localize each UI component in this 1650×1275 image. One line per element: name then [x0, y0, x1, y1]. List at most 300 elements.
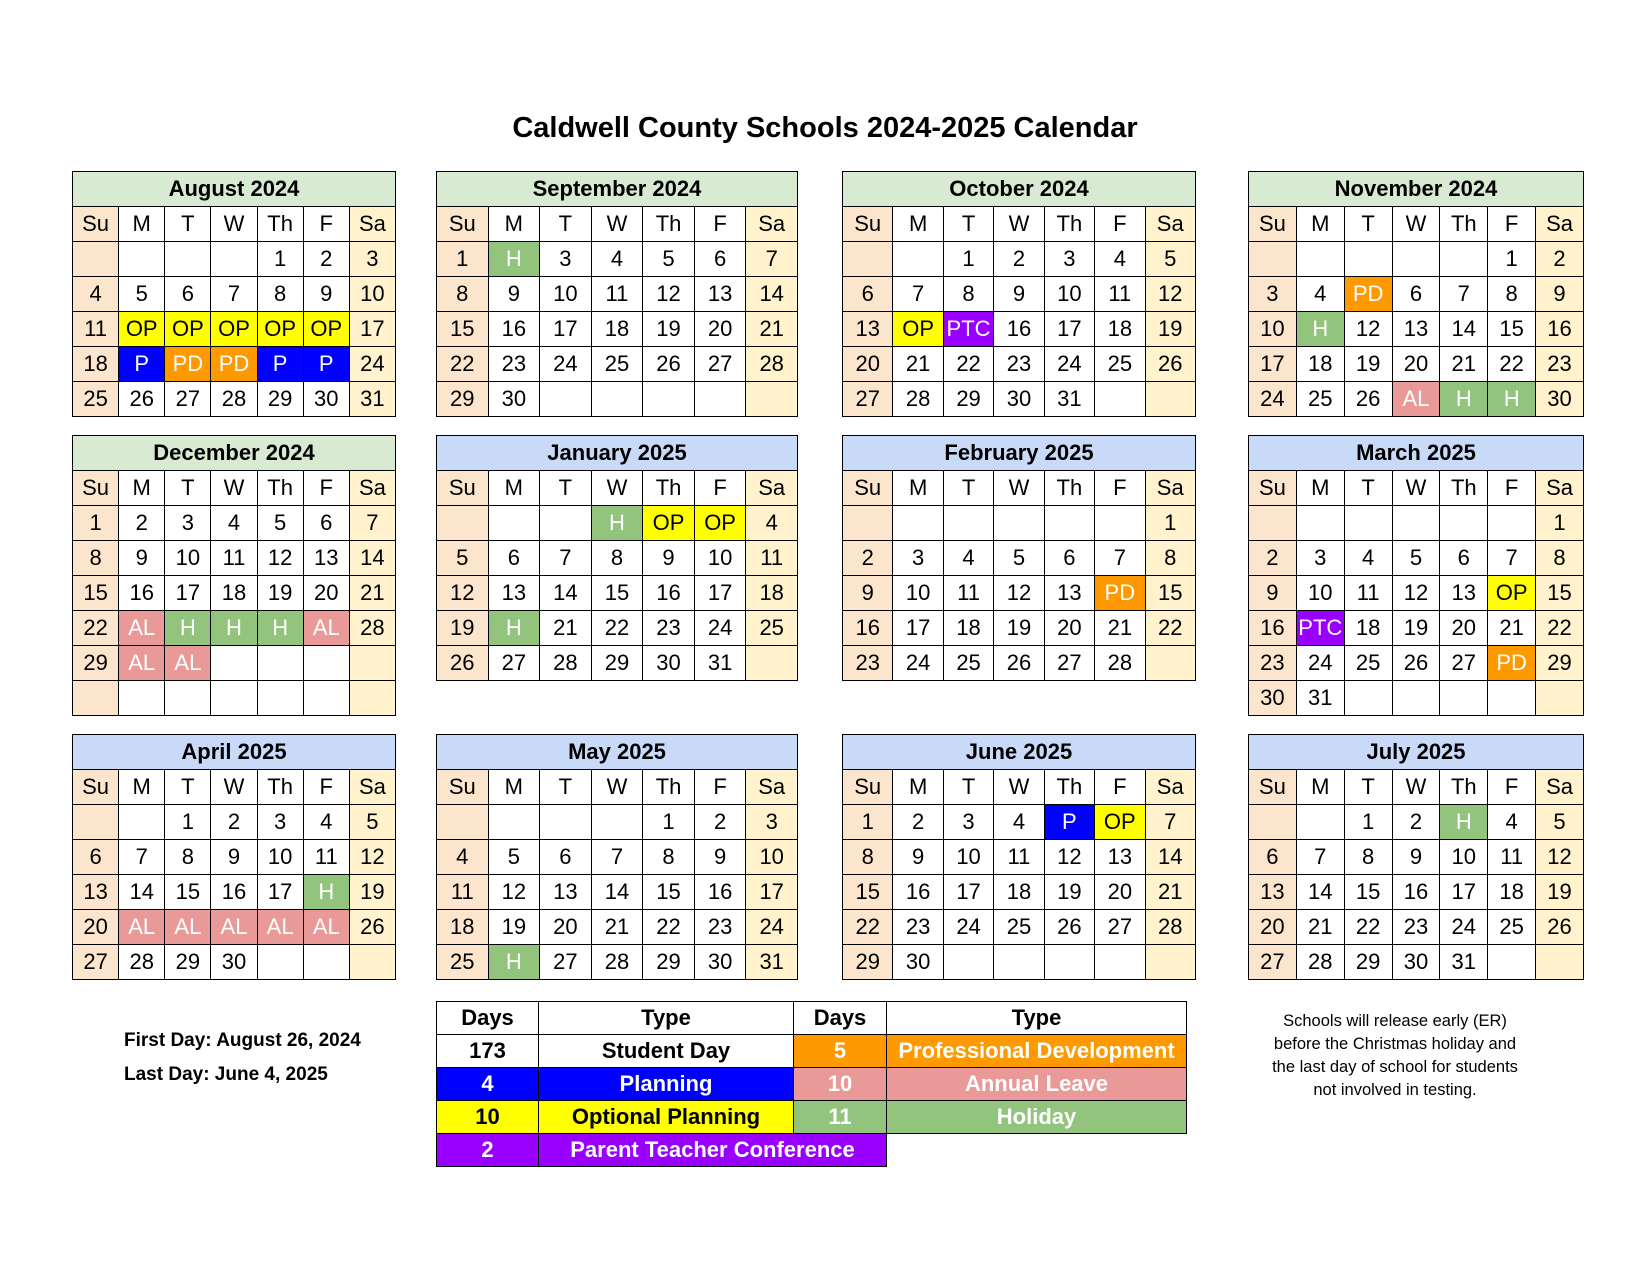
day-cell: 9 — [119, 541, 165, 576]
empty-day-cell — [591, 382, 643, 417]
month-name: April 2025 — [73, 735, 396, 770]
day-cell: 18 — [1488, 875, 1536, 910]
day-cell: 17 — [540, 312, 592, 347]
event-day-h: H — [488, 611, 540, 646]
day-cell: 28 — [119, 945, 165, 980]
day-cell: 6 — [1249, 840, 1297, 875]
legend-planning-label: Planning — [539, 1068, 794, 1101]
day-cell: 22 — [1536, 611, 1584, 646]
day-cell: 4 — [1296, 277, 1344, 312]
legend-optional-planning-count: 10 — [437, 1101, 539, 1134]
day-cell: 19 — [643, 312, 695, 347]
day-cell: 17 — [1249, 347, 1297, 382]
empty-day-cell — [1392, 506, 1440, 541]
weekday-header: W — [211, 207, 257, 242]
day-cell: 7 — [540, 541, 592, 576]
day-cell: 17 — [1440, 875, 1488, 910]
day-cell: 26 — [1044, 910, 1094, 945]
event-day-pd: PD — [211, 347, 257, 382]
day-cell: 18 — [73, 347, 119, 382]
day-cell: 22 — [1488, 347, 1536, 382]
day-cell: 12 — [257, 541, 303, 576]
empty-day-cell — [1536, 945, 1584, 980]
day-cell: 13 — [1440, 576, 1488, 611]
day-cell: 4 — [943, 541, 993, 576]
day-cell: 11 — [994, 840, 1044, 875]
day-cell: 26 — [643, 347, 695, 382]
weekday-header: M — [893, 207, 943, 242]
day-cell: 9 — [994, 277, 1044, 312]
day-cell: 27 — [540, 945, 592, 980]
weekday-header: Su — [843, 471, 893, 506]
weekday-header: F — [1095, 770, 1145, 805]
day-cell: 28 — [746, 347, 798, 382]
day-cell: 19 — [1536, 875, 1584, 910]
day-cell: 2 — [694, 805, 746, 840]
event-day-al: AL — [119, 611, 165, 646]
event-day-h: H — [165, 611, 211, 646]
day-cell: 21 — [540, 611, 592, 646]
empty-day-cell — [211, 242, 257, 277]
event-day-h: H — [1488, 382, 1536, 417]
empty-day-cell — [843, 242, 893, 277]
month-name: July 2025 — [1249, 735, 1584, 770]
month-name: August 2024 — [73, 172, 396, 207]
day-cell: 4 — [1488, 805, 1536, 840]
event-day-h: H — [488, 945, 540, 980]
day-cell: 23 — [843, 646, 893, 681]
day-cell: 21 — [349, 576, 395, 611]
day-cell: 31 — [1440, 945, 1488, 980]
month-name: June 2025 — [843, 735, 1196, 770]
day-cell: 10 — [540, 277, 592, 312]
day-cell: 5 — [994, 541, 1044, 576]
weekday-header: Su — [843, 207, 893, 242]
day-cell: 15 — [165, 875, 211, 910]
day-cell: 13 — [303, 541, 349, 576]
day-cell: 22 — [1145, 611, 1195, 646]
day-cell: 30 — [1392, 945, 1440, 980]
weekday-header: T — [943, 207, 993, 242]
day-cell: 14 — [746, 277, 798, 312]
day-cell: 25 — [437, 945, 489, 980]
empty-day-cell — [1440, 681, 1488, 716]
weekday-header: Th — [1044, 471, 1094, 506]
legend-holiday-label: Holiday — [887, 1101, 1187, 1134]
event-day-p: P — [303, 347, 349, 382]
day-cell: 26 — [1392, 646, 1440, 681]
empty-day-cell — [165, 681, 211, 716]
day-cell: 1 — [1344, 805, 1392, 840]
day-cell: 12 — [1044, 840, 1094, 875]
empty-day-cell — [643, 382, 695, 417]
empty-day-cell — [1392, 681, 1440, 716]
day-cell: 8 — [843, 840, 893, 875]
weekday-header: F — [1488, 770, 1536, 805]
day-cell: 10 — [349, 277, 395, 312]
empty-day-cell — [303, 945, 349, 980]
day-cell: 15 — [1344, 875, 1392, 910]
day-cell: 7 — [1440, 277, 1488, 312]
event-day-h: H — [303, 875, 349, 910]
weekday-header: Su — [437, 770, 489, 805]
empty-day-cell — [349, 945, 395, 980]
day-cell: 12 — [1145, 277, 1195, 312]
day-cell: 31 — [1296, 681, 1344, 716]
weekday-header: F — [694, 207, 746, 242]
day-cell: 4 — [1344, 541, 1392, 576]
day-cell: 3 — [1296, 541, 1344, 576]
weekday-header: Th — [257, 770, 303, 805]
day-cell: 1 — [73, 506, 119, 541]
weekday-header: Sa — [349, 770, 395, 805]
day-cell: 29 — [943, 382, 993, 417]
day-cell: 21 — [746, 312, 798, 347]
empty-day-cell — [257, 945, 303, 980]
day-cell: 15 — [437, 312, 489, 347]
legend-pd-label: Professional Development — [887, 1035, 1187, 1068]
empty-day-cell — [165, 242, 211, 277]
day-cell: 24 — [1044, 347, 1094, 382]
empty-day-cell — [843, 506, 893, 541]
empty-day-cell — [1044, 506, 1094, 541]
month-october-2024 — [842, 171, 1196, 417]
empty-day-cell — [1296, 242, 1344, 277]
weekday-header: Th — [643, 207, 695, 242]
empty-day-cell — [1249, 805, 1297, 840]
day-cell: 27 — [488, 646, 540, 681]
day-cell: 22 — [437, 347, 489, 382]
day-cell: 23 — [694, 910, 746, 945]
event-day-ptc: PTC — [943, 312, 993, 347]
day-cell: 30 — [694, 945, 746, 980]
day-cell: 16 — [694, 875, 746, 910]
day-cell: 31 — [1044, 382, 1094, 417]
day-cell: 6 — [73, 840, 119, 875]
day-cell: 23 — [643, 611, 695, 646]
day-cell: 17 — [943, 875, 993, 910]
day-cell: 23 — [1536, 347, 1584, 382]
weekday-header: F — [694, 770, 746, 805]
weekday-header: W — [211, 770, 257, 805]
day-cell: 19 — [994, 611, 1044, 646]
month-november-2024 — [1248, 171, 1584, 417]
empty-day-cell — [1044, 945, 1094, 980]
day-cell: 22 — [591, 611, 643, 646]
empty-day-cell — [943, 506, 993, 541]
day-cell: 18 — [1344, 611, 1392, 646]
day-cell: 30 — [1536, 382, 1584, 417]
day-cell: 30 — [643, 646, 695, 681]
day-cell: 16 — [893, 875, 943, 910]
weekday-header: Sa — [1536, 471, 1584, 506]
day-cell: 9 — [211, 840, 257, 875]
day-cell: 20 — [73, 910, 119, 945]
weekday-header: Th — [1044, 207, 1094, 242]
empty-day-cell — [73, 805, 119, 840]
day-cell: 19 — [437, 611, 489, 646]
empty-day-cell — [1488, 506, 1536, 541]
empty-day-cell — [1296, 805, 1344, 840]
day-cell: 23 — [1249, 646, 1297, 681]
day-cell: 15 — [1488, 312, 1536, 347]
month-name: January 2025 — [437, 436, 798, 471]
day-cell: 28 — [1296, 945, 1344, 980]
empty-day-cell — [211, 646, 257, 681]
day-cell: 27 — [694, 347, 746, 382]
day-cell: 19 — [1145, 312, 1195, 347]
weekday-header: T — [165, 471, 211, 506]
day-cell: 20 — [1392, 347, 1440, 382]
empty-day-cell — [994, 945, 1044, 980]
event-day-al: AL — [165, 646, 211, 681]
weekday-header: T — [165, 207, 211, 242]
weekday-header: W — [1392, 471, 1440, 506]
empty-day-cell — [1392, 242, 1440, 277]
day-cell: 4 — [591, 242, 643, 277]
day-cell: 3 — [257, 805, 303, 840]
day-cell: 15 — [73, 576, 119, 611]
day-cell: 29 — [257, 382, 303, 417]
weekday-header: Sa — [746, 207, 798, 242]
day-cell: 5 — [1145, 242, 1195, 277]
month-name: February 2025 — [843, 436, 1196, 471]
empty-day-cell — [119, 805, 165, 840]
day-cell: 13 — [73, 875, 119, 910]
empty-day-cell — [303, 681, 349, 716]
day-cell: 21 — [1145, 875, 1195, 910]
weekday-header: Sa — [1536, 207, 1584, 242]
weekday-header: F — [303, 770, 349, 805]
empty-day-cell — [893, 242, 943, 277]
day-cell: 24 — [694, 611, 746, 646]
day-cell: 8 — [73, 541, 119, 576]
day-cell: 22 — [943, 347, 993, 382]
day-cell: 15 — [591, 576, 643, 611]
event-day-pd: PD — [1344, 277, 1392, 312]
day-cell: 10 — [1296, 576, 1344, 611]
empty-day-cell — [540, 805, 592, 840]
empty-day-cell — [694, 382, 746, 417]
day-cell: 22 — [843, 910, 893, 945]
event-day-h: H — [488, 242, 540, 277]
day-cell: 10 — [165, 541, 211, 576]
day-cell: 20 — [1095, 875, 1145, 910]
month-name: December 2024 — [73, 436, 396, 471]
day-cell: 27 — [73, 945, 119, 980]
empty-day-cell — [119, 242, 165, 277]
event-day-op: OP — [1095, 805, 1145, 840]
day-cell: 26 — [437, 646, 489, 681]
weekday-header: M — [488, 471, 540, 506]
day-cell: 2 — [211, 805, 257, 840]
weekday-header: Su — [1249, 770, 1297, 805]
day-cell: 29 — [643, 945, 695, 980]
day-cell: 31 — [746, 945, 798, 980]
day-cell: 18 — [437, 910, 489, 945]
event-day-p: P — [1044, 805, 1094, 840]
day-cell: 20 — [1249, 910, 1297, 945]
day-cell: 7 — [1488, 541, 1536, 576]
weekday-header: Sa — [1145, 207, 1195, 242]
day-cell: 30 — [1249, 681, 1297, 716]
weekday-header: W — [591, 471, 643, 506]
day-cell: 29 — [437, 382, 489, 417]
day-cell: 26 — [994, 646, 1044, 681]
weekday-header: M — [119, 207, 165, 242]
legend-header-type-2: Type — [887, 1002, 1187, 1035]
event-day-op: OP — [643, 506, 695, 541]
day-cell: 13 — [1392, 312, 1440, 347]
day-cell: 19 — [488, 910, 540, 945]
weekday-header: Su — [73, 207, 119, 242]
first-day-text: First Day: August 26, 2024 — [124, 1030, 361, 1051]
weekday-header: F — [303, 471, 349, 506]
day-cell: 30 — [994, 382, 1044, 417]
day-cell: 11 — [746, 541, 798, 576]
day-cell: 23 — [488, 347, 540, 382]
weekday-header: Su — [73, 471, 119, 506]
event-day-al: AL — [211, 910, 257, 945]
weekday-header: M — [119, 471, 165, 506]
empty-day-cell — [1344, 681, 1392, 716]
day-cell: 11 — [1488, 840, 1536, 875]
day-cell: 1 — [1536, 506, 1584, 541]
day-cell: 21 — [1488, 611, 1536, 646]
day-cell: 27 — [1095, 910, 1145, 945]
weekday-header: Su — [437, 471, 489, 506]
event-day-p: P — [119, 347, 165, 382]
day-cell: 28 — [1095, 646, 1145, 681]
empty-day-cell — [1145, 945, 1195, 980]
empty-day-cell — [437, 506, 489, 541]
day-cell: 10 — [1044, 277, 1094, 312]
day-cell: 12 — [1536, 840, 1584, 875]
day-cell: 22 — [73, 611, 119, 646]
day-cell: 20 — [843, 347, 893, 382]
day-cell: 1 — [943, 242, 993, 277]
weekday-header: Th — [643, 770, 695, 805]
day-cell: 12 — [349, 840, 395, 875]
day-cell: 7 — [1296, 840, 1344, 875]
day-cell: 25 — [1344, 646, 1392, 681]
day-cell: 10 — [943, 840, 993, 875]
day-cell: 5 — [1536, 805, 1584, 840]
weekday-header: Th — [1440, 471, 1488, 506]
weekday-header: Sa — [1536, 770, 1584, 805]
legend-blank-cell — [887, 1134, 1187, 1167]
weekday-header: W — [994, 207, 1044, 242]
empty-day-cell — [1536, 681, 1584, 716]
day-cell: 6 — [694, 242, 746, 277]
day-cell: 7 — [1095, 541, 1145, 576]
day-cell: 16 — [1536, 312, 1584, 347]
weekday-header: M — [119, 770, 165, 805]
day-cell: 3 — [893, 541, 943, 576]
day-cell: 11 — [303, 840, 349, 875]
day-cell: 1 — [643, 805, 695, 840]
day-cell: 16 — [488, 312, 540, 347]
day-cell: 5 — [488, 840, 540, 875]
day-cell: 25 — [73, 382, 119, 417]
day-cell: 18 — [1095, 312, 1145, 347]
day-cell: 17 — [165, 576, 211, 611]
day-cell: 9 — [1392, 840, 1440, 875]
day-cell: 29 — [591, 646, 643, 681]
weekday-header: M — [488, 207, 540, 242]
month-name: November 2024 — [1249, 172, 1584, 207]
empty-day-cell — [73, 681, 119, 716]
legend-student-day-label: Student Day — [539, 1035, 794, 1068]
day-cell: 13 — [540, 875, 592, 910]
event-day-p: P — [257, 347, 303, 382]
weekday-header: Th — [643, 471, 695, 506]
day-cell: 28 — [591, 945, 643, 980]
day-cell: 14 — [1296, 875, 1344, 910]
day-cell: 20 — [540, 910, 592, 945]
day-cell: 11 — [591, 277, 643, 312]
day-cell: 2 — [1536, 242, 1584, 277]
month-april-2025 — [72, 734, 396, 980]
event-day-op: OP — [893, 312, 943, 347]
day-cell: 10 — [257, 840, 303, 875]
day-cell: 11 — [1344, 576, 1392, 611]
day-cell: 12 — [994, 576, 1044, 611]
day-cell: 13 — [694, 277, 746, 312]
day-cell: 3 — [943, 805, 993, 840]
day-cell: 6 — [488, 541, 540, 576]
event-day-al: AL — [1392, 382, 1440, 417]
day-cell: 28 — [1145, 910, 1195, 945]
day-cell: 7 — [211, 277, 257, 312]
event-day-pd: PD — [165, 347, 211, 382]
note-line: before the Christmas holiday and — [1273, 1035, 1517, 1053]
day-cell: 1 — [437, 242, 489, 277]
empty-day-cell — [437, 805, 489, 840]
day-cell: 8 — [437, 277, 489, 312]
weekday-header: Sa — [349, 471, 395, 506]
weekday-header: W — [994, 770, 1044, 805]
empty-day-cell — [119, 681, 165, 716]
weekday-header: Sa — [746, 770, 798, 805]
day-cell: 25 — [746, 611, 798, 646]
weekday-header: F — [1488, 471, 1536, 506]
day-cell: 18 — [211, 576, 257, 611]
day-cell: 8 — [165, 840, 211, 875]
day-cell: 19 — [1344, 347, 1392, 382]
day-cell: 28 — [211, 382, 257, 417]
day-cell: 18 — [746, 576, 798, 611]
day-cell: 29 — [843, 945, 893, 980]
day-cell: 3 — [165, 506, 211, 541]
day-cell: 12 — [643, 277, 695, 312]
legend-optional-planning-label: Optional Planning — [539, 1101, 794, 1134]
day-cell: 14 — [1145, 840, 1195, 875]
weekday-header: Su — [1249, 207, 1297, 242]
day-cell: 28 — [893, 382, 943, 417]
note-line: the last day of school for students — [1272, 1058, 1518, 1076]
day-cell: 3 — [1249, 277, 1297, 312]
day-cell: 24 — [1249, 382, 1297, 417]
weekday-header: T — [540, 770, 592, 805]
day-cell: 24 — [943, 910, 993, 945]
weekday-header: M — [488, 770, 540, 805]
legend-student-day-count: 173 — [437, 1035, 539, 1068]
legend-ptc-label: Parent Teacher Conference — [539, 1134, 887, 1167]
weekday-header: T — [540, 207, 592, 242]
empty-day-cell — [73, 242, 119, 277]
day-cell: 4 — [994, 805, 1044, 840]
